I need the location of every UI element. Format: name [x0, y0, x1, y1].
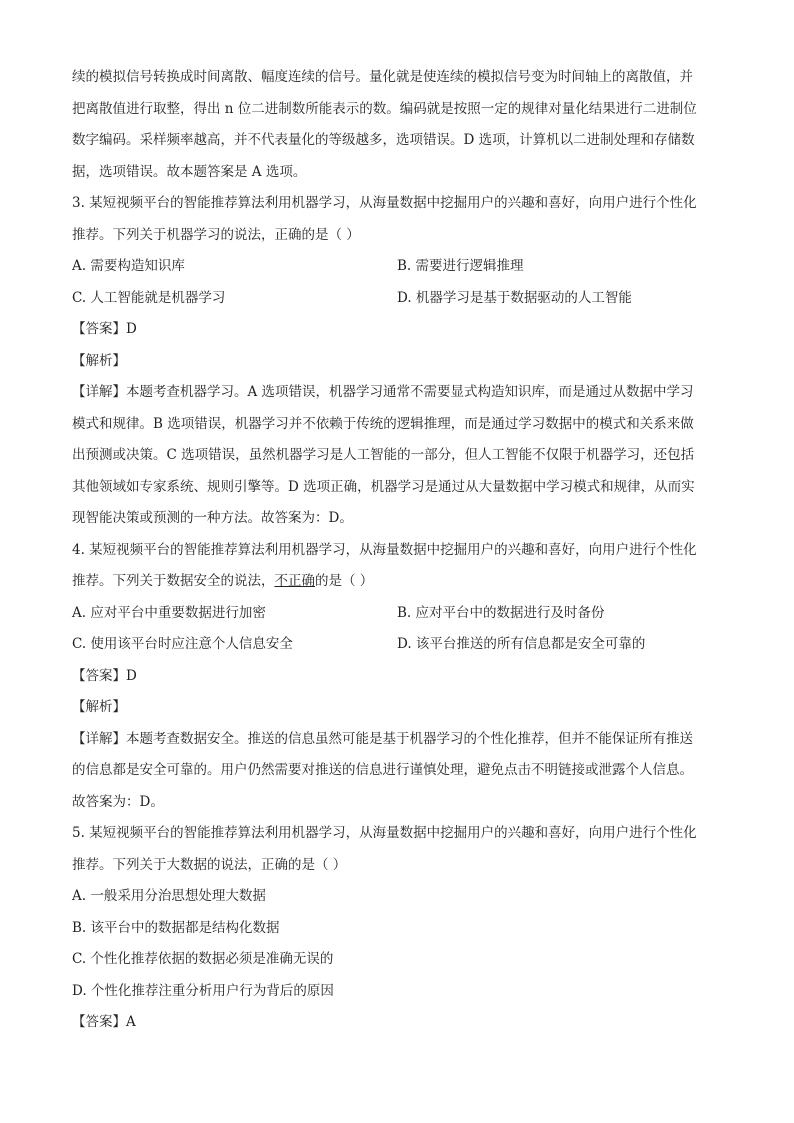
stem-text: 的是（ ） — [315, 573, 374, 589]
option-a: A. 一般采用分治思想处理大数据 — [72, 888, 266, 904]
option-d: D. 该平台推送的所有信息都是安全可靠的 — [397, 636, 646, 652]
stem-text: 推荐。下列关于数据安全的说法， — [72, 573, 275, 589]
option-a: A. 应对平台中重要数据进行加密 — [72, 604, 266, 621]
document-page — [72, 62, 722, 1039]
question-stem-line: 5. 某短视频平台的智能推荐算法利用机器学习，从海量数据中挖掘用户的兴趣和喜好，向用户进行个性化 — [72, 825, 697, 841]
detail-line: 出预测或决策。C 选项错误，虽然机器学习是人工智能的一部分，但人工智能不仅限于机器学习，还包括 — [72, 447, 695, 463]
option-b: B. 需要进行逻辑推理 — [397, 258, 524, 274]
question-stem-line: 推荐。下列关于大数据的说法，正确的是（ ） — [72, 856, 347, 873]
detail-line: 【详解】本题考查机器学习。A 选项错误，机器学习通常不需要显式构造知识库，而是通过从数据中学习 — [72, 384, 694, 400]
option-b: B. 应对平台中的数据进行及时备份 — [397, 604, 605, 621]
intro-paragraph — [72, 62, 722, 188]
question-stem-line: 4. 某短视频平台的智能推荐算法利用机器学习，从海量数据中挖掘用户的兴趣和喜好，向用户进行个性化 — [72, 541, 697, 558]
option-c: C. 使用该平台时应注意个人信息安全 — [72, 636, 293, 652]
option-a: A. 需要构造知识库 — [72, 258, 185, 274]
detail-line: 故答案为：D。 — [72, 793, 164, 810]
option-c: C. 个性化推荐依据的数据必须是准确无误的 — [72, 951, 334, 967]
question-stem-line: 3. 某短视频平台的智能推荐算法利用机器学习，从海量数据中挖掘用户的兴趣和喜好，向用户进行个性化 — [72, 195, 697, 211]
analysis-label: 【解析】 — [72, 699, 126, 715]
detail-line: 现智能决策或预测的一种方法。故答案为：D。 — [72, 510, 353, 526]
options-row — [72, 598, 722, 630]
detail-line: 的信息都是安全可靠的。用户仍然需要对推送的信息进行谨慎处理，避免点击不明链接或泄露个人信息。 — [72, 762, 693, 778]
answer-line: 【答案】A — [72, 1014, 136, 1030]
text-line: 续的模拟信号转换成时间离散、幅度连续的信号。量化就是使连续的模拟信号变为时间轴上的离散值，并 — [72, 69, 693, 85]
detail-line: 其他领域如专家系统、规则引擎等。D 选项正确，机器学习是通过从大量数据中学习模式和规律，从而实 — [72, 478, 695, 495]
option-c: C. 人工智能就是机器学习 — [72, 289, 226, 306]
detail-line: 【详解】本题考查数据安全。推送的信息虽然可能是基于机器学习的个性化推荐，但并不能保证所有推送 — [72, 730, 693, 747]
option-d: D. 机器学习是基于数据驱动的人工智能 — [397, 289, 632, 306]
options-row — [72, 283, 722, 315]
text-line: 把离散值进行取整，得出 n 位二进制数所能表示的数。编码就是按照一定的规律对量化结果进行二进制位 — [72, 100, 697, 117]
option-d: D. 个性化推荐注重分析用户行为背后的原因 — [72, 982, 334, 999]
text-line: 数字编码。采样频率越高，并不代表量化的等级越多，选项错误。D 选项，计算机以二进制处理和存储数 — [72, 132, 695, 148]
options-row — [72, 251, 722, 283]
options-row — [72, 629, 722, 661]
detail-line: 模式和规律。B 选项错误，机器学习并不依赖于传统的逻辑推理，而是通过学习数据中的模式和关系来做 — [72, 415, 694, 432]
text-line: 据，选项错误。故本题答案是 A 选项。 — [72, 163, 307, 180]
question-5 — [72, 818, 722, 1039]
answer-line: 【答案】D — [72, 321, 137, 337]
question-stem-line: 推荐。下列关于机器学习的说法，正确的是（ ） — [72, 226, 360, 243]
question-4 — [72, 535, 722, 819]
option-b: B. 该平台中的数据都是结构化数据 — [72, 919, 280, 936]
emphasis-text: 不正确 — [274, 573, 315, 589]
analysis-label: 【解析】 — [72, 352, 126, 369]
answer-line: 【答案】D — [72, 667, 137, 684]
question-stem-line — [72, 566, 722, 598]
question-3 — [72, 188, 722, 535]
